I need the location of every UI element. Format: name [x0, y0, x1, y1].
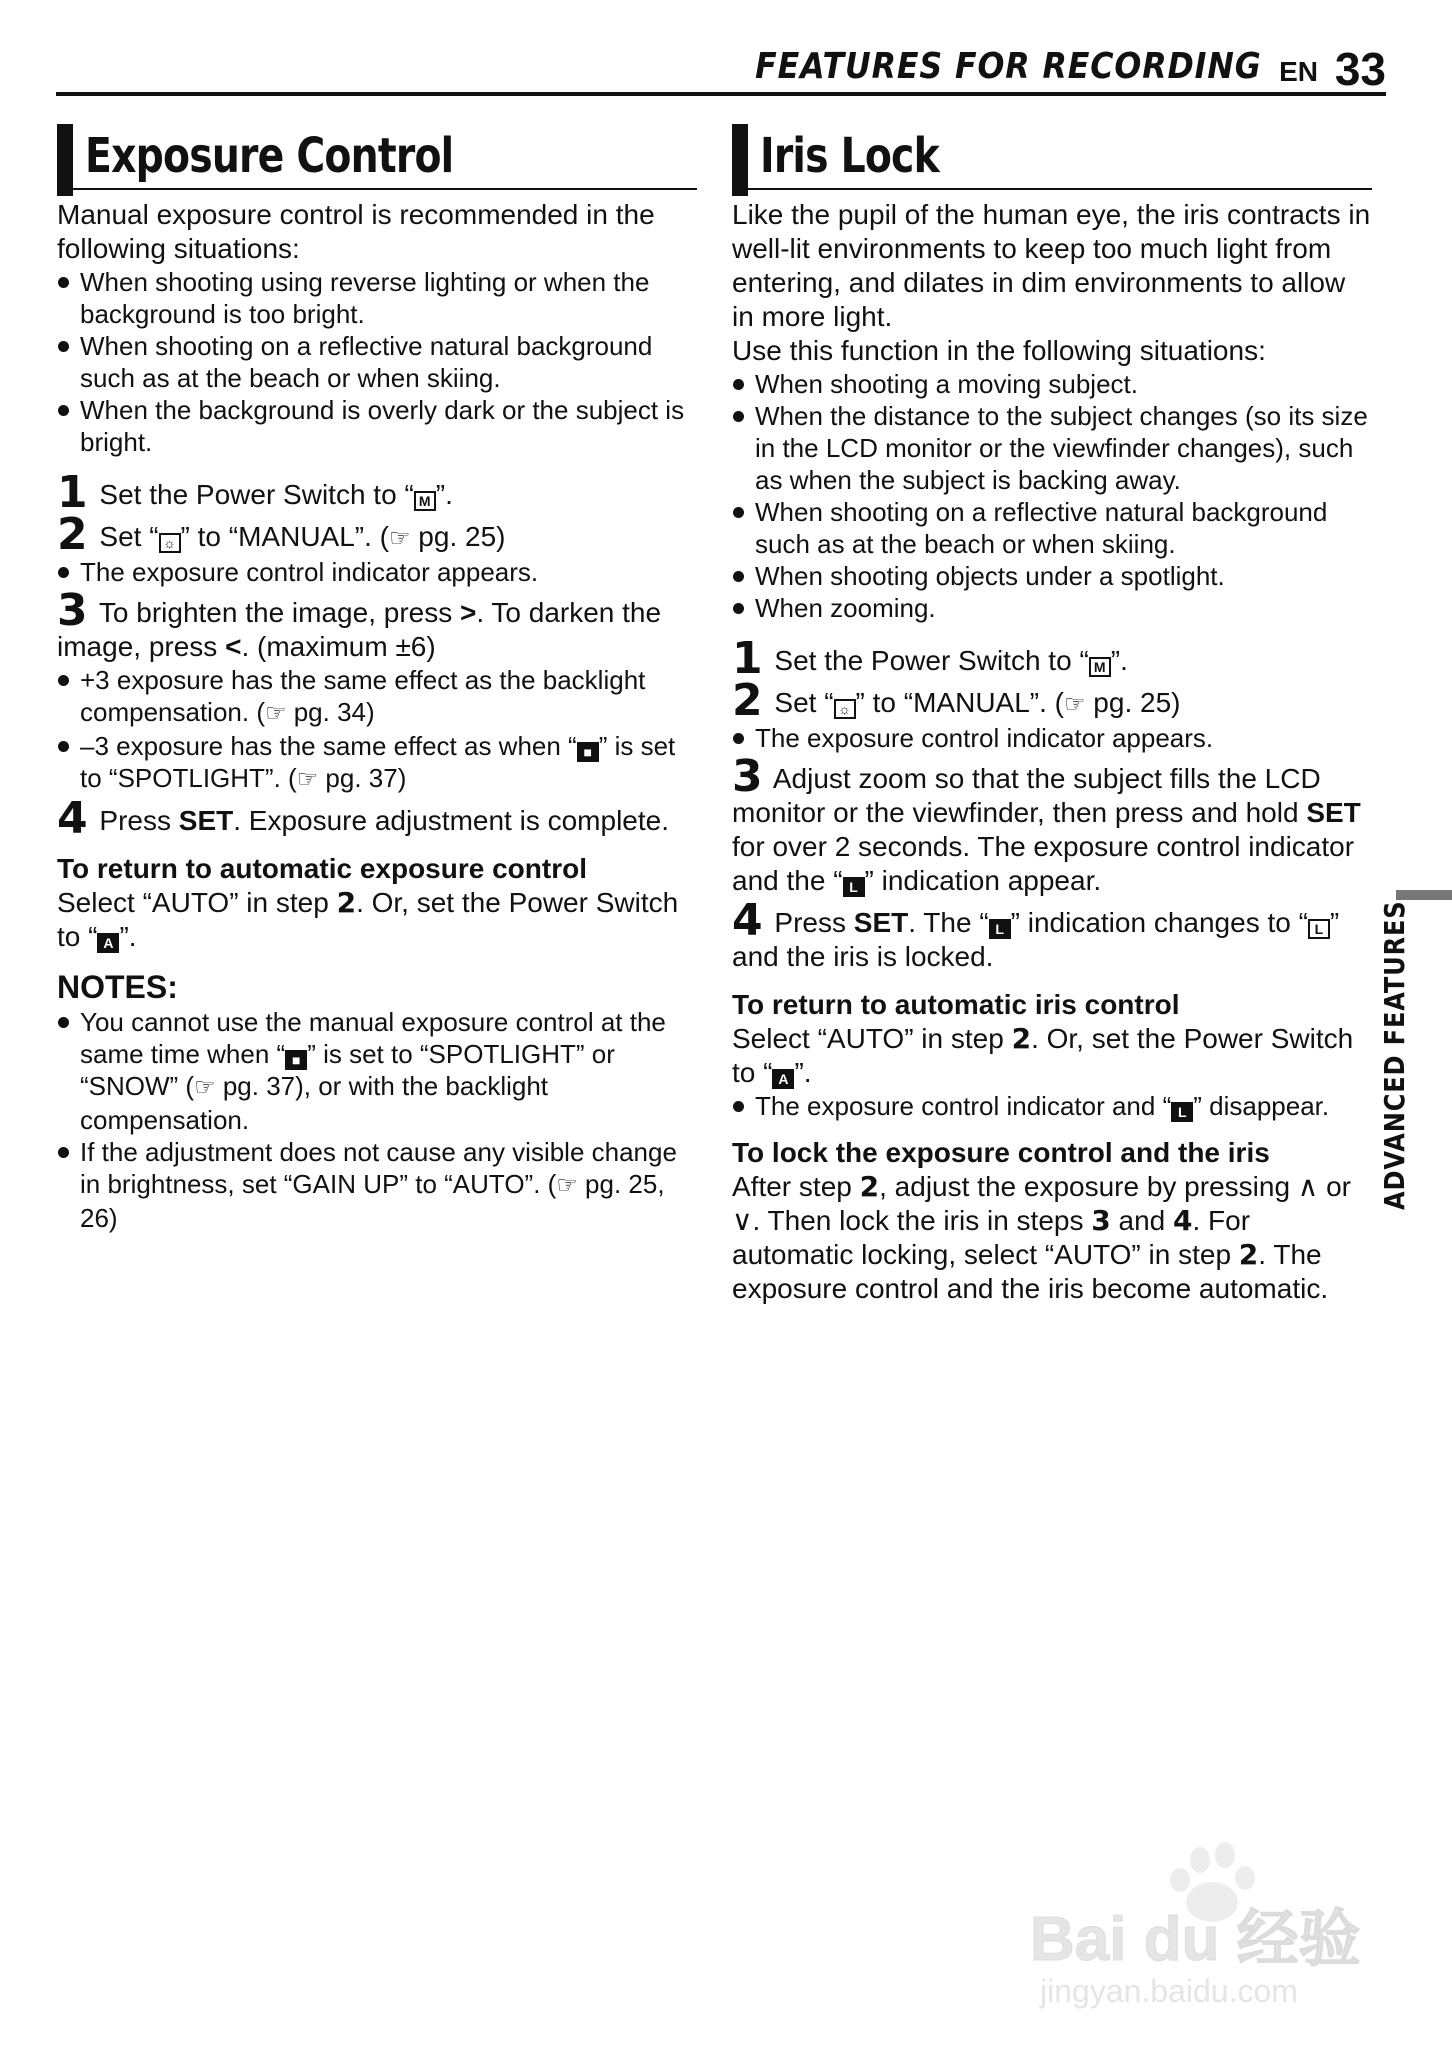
pointing-hand-icon: ☞: [264, 700, 287, 727]
manual-mode-icon: M: [1089, 657, 1111, 677]
auto-mode-icon: A: [772, 1069, 794, 1089]
watermark-brand: Bai du 经验: [1030, 1905, 1361, 1974]
language-label: EN: [1279, 56, 1318, 87]
program-ae-icon: ■: [577, 742, 599, 762]
exposure-icon: ☼: [834, 699, 856, 719]
pointing-hand-icon: ☞: [296, 766, 319, 793]
lock-exposure-iris-text: After step 2, adjust the exposure by pressing ∧ or ∨. Then lock the iris in steps 3 and 4. For automatic locking, select “AUTO” in step 2. The exposure control and the iris become automatic.: [732, 1170, 1351, 1304]
iris-lock-heading: [732, 122, 1372, 190]
list-item: +3 exposure has the same effect as the backlight compensation. (☞ pg. 34): [57, 664, 697, 730]
list-item: You cannot use the manual exposure control at the same time when “ ■ ” is set to “SPOTLIGHT” or “SNOW” (☞ pg. 37), or with the backlight compensation.: [57, 1006, 697, 1136]
lock-indicator-icon: L: [843, 877, 865, 897]
list-item: The exposure control indicator and “ L ” disappear.: [732, 1090, 1372, 1122]
side-section-label: ADVANCED FEATURES: [1378, 900, 1411, 1210]
list-item: When the distance to the subject changes (so its size in the LCD monitor or the viewfinder changes), such as when the subject is backing away.: [732, 400, 1372, 496]
iris-intro-usage: Use this function in the following situations:: [732, 335, 1266, 366]
pointing-hand-icon: ☞: [194, 1074, 216, 1101]
lock-indicator-icon: L: [989, 919, 1011, 939]
pointing-hand-icon: ☞: [556, 1172, 578, 1199]
exposure-step-1: 1 Set the Power Switch to “ M ”.: [57, 467, 453, 518]
list-item: When shooting on a reflective natural background such as at the beach or when skiing.: [732, 496, 1372, 560]
iris-step-3: 3 Adjust zoom so that the subject fills the LCD monitor or the viewfinder, then press and hold SET for over 2 seconds. The exposure control indicator and the “ L ” indication appear.: [732, 751, 1361, 896]
lock-exposure-iris-heading: To lock the exposure control and the iris: [732, 1137, 1270, 1168]
iris-intro: Like the pupil of the human eye, the iris contracts in well-lit environments to keep too much light from entering, and dilates in dim environments to allow in more light.: [732, 199, 1371, 332]
list-item: When zooming.: [732, 592, 1372, 624]
list-item: When shooting on a reflective natural background such as at the beach or when skiing.: [57, 330, 697, 394]
program-ae-icon: ■: [285, 1050, 307, 1070]
exposure-step-3: 3 To brighten the image, press >. To darken the image, press <. (maximum ±6): [57, 585, 662, 662]
list-item: If the adjustment does not cause any visible change in brightness, set “GAIN UP” to “AUTO”. (☞ pg. 25, 26): [57, 1136, 697, 1234]
locked-indicator-icon: L: [1308, 919, 1330, 939]
pointing-hand-icon: ☞: [389, 525, 411, 552]
exposure-step-2: 2 Set “ ☼ ” to “MANUAL”. (☞ pg. 25): [57, 509, 506, 560]
exposure-intro: Manual exposure control is recommended in the following situations:: [57, 199, 655, 264]
section-title: FEATURES FOR RECORDING: [755, 46, 1262, 87]
notes-title: NOTES:: [57, 969, 178, 1005]
return-auto-exposure-text: Select “AUTO” in step 2. Or, set the Power Switch to “ A ”.: [57, 886, 679, 952]
list-item: The exposure control indicator appears.: [57, 556, 697, 588]
heading-bar: [732, 124, 748, 196]
list-item: When the background is overly dark or the subject is bright.: [57, 394, 697, 458]
pointing-hand-icon: ☞: [1064, 691, 1086, 718]
return-auto-iris-text: Select “AUTO” in step 2. Or, set the Power Switch to “ A ”.: [732, 1022, 1354, 1088]
iris-lock-title: Iris Lock: [760, 128, 939, 184]
list-item: When shooting a moving subject.: [732, 368, 1372, 400]
iris-step-2: 2 Set “ ☼ ” to “MANUAL”. (☞ pg. 25): [732, 675, 1181, 726]
page-number: 33: [1334, 43, 1386, 95]
exposure-control-column: [57, 122, 697, 1234]
auto-mode-icon: A: [97, 933, 119, 953]
side-tab-marker: [1396, 890, 1452, 900]
heading-bar: [57, 124, 73, 196]
exposure-control-heading: [57, 122, 697, 190]
page-header: [56, 44, 1386, 96]
list-item: When shooting objects under a spotlight.: [732, 560, 1372, 592]
iris-step-1: 1 Set the Power Switch to “ M ”.: [732, 633, 1128, 684]
lock-indicator-icon: L: [1171, 1102, 1193, 1122]
list-item: –3 exposure has the same effect as when “ ■ ” is set to “SPOTLIGHT”. (☞ pg. 37): [57, 730, 697, 796]
iris-lock-column: [732, 122, 1372, 1306]
return-auto-exposure-heading: To return to automatic exposure control: [57, 853, 587, 884]
iris-step-4: 4 Press SET. The “ L ” indication changes to “ L ” and the iris is locked.: [732, 895, 1340, 972]
list-item: When shooting using reverse lighting or when the background is too bright.: [57, 266, 697, 330]
return-auto-iris-heading: To return to automatic iris control: [732, 989, 1180, 1020]
watermark-url: jingyan.baidu.com: [1040, 1973, 1298, 2009]
list-item: The exposure control indicator appears.: [732, 722, 1372, 754]
manual-mode-icon: M: [414, 491, 436, 511]
exposure-step-4: 4 Press SET. Exposure adjustment is complete.: [57, 793, 669, 844]
baidu-watermark: [1030, 1840, 1370, 2010]
exposure-icon: ☼: [159, 533, 181, 553]
exposure-control-title: Exposure Control: [85, 128, 454, 184]
